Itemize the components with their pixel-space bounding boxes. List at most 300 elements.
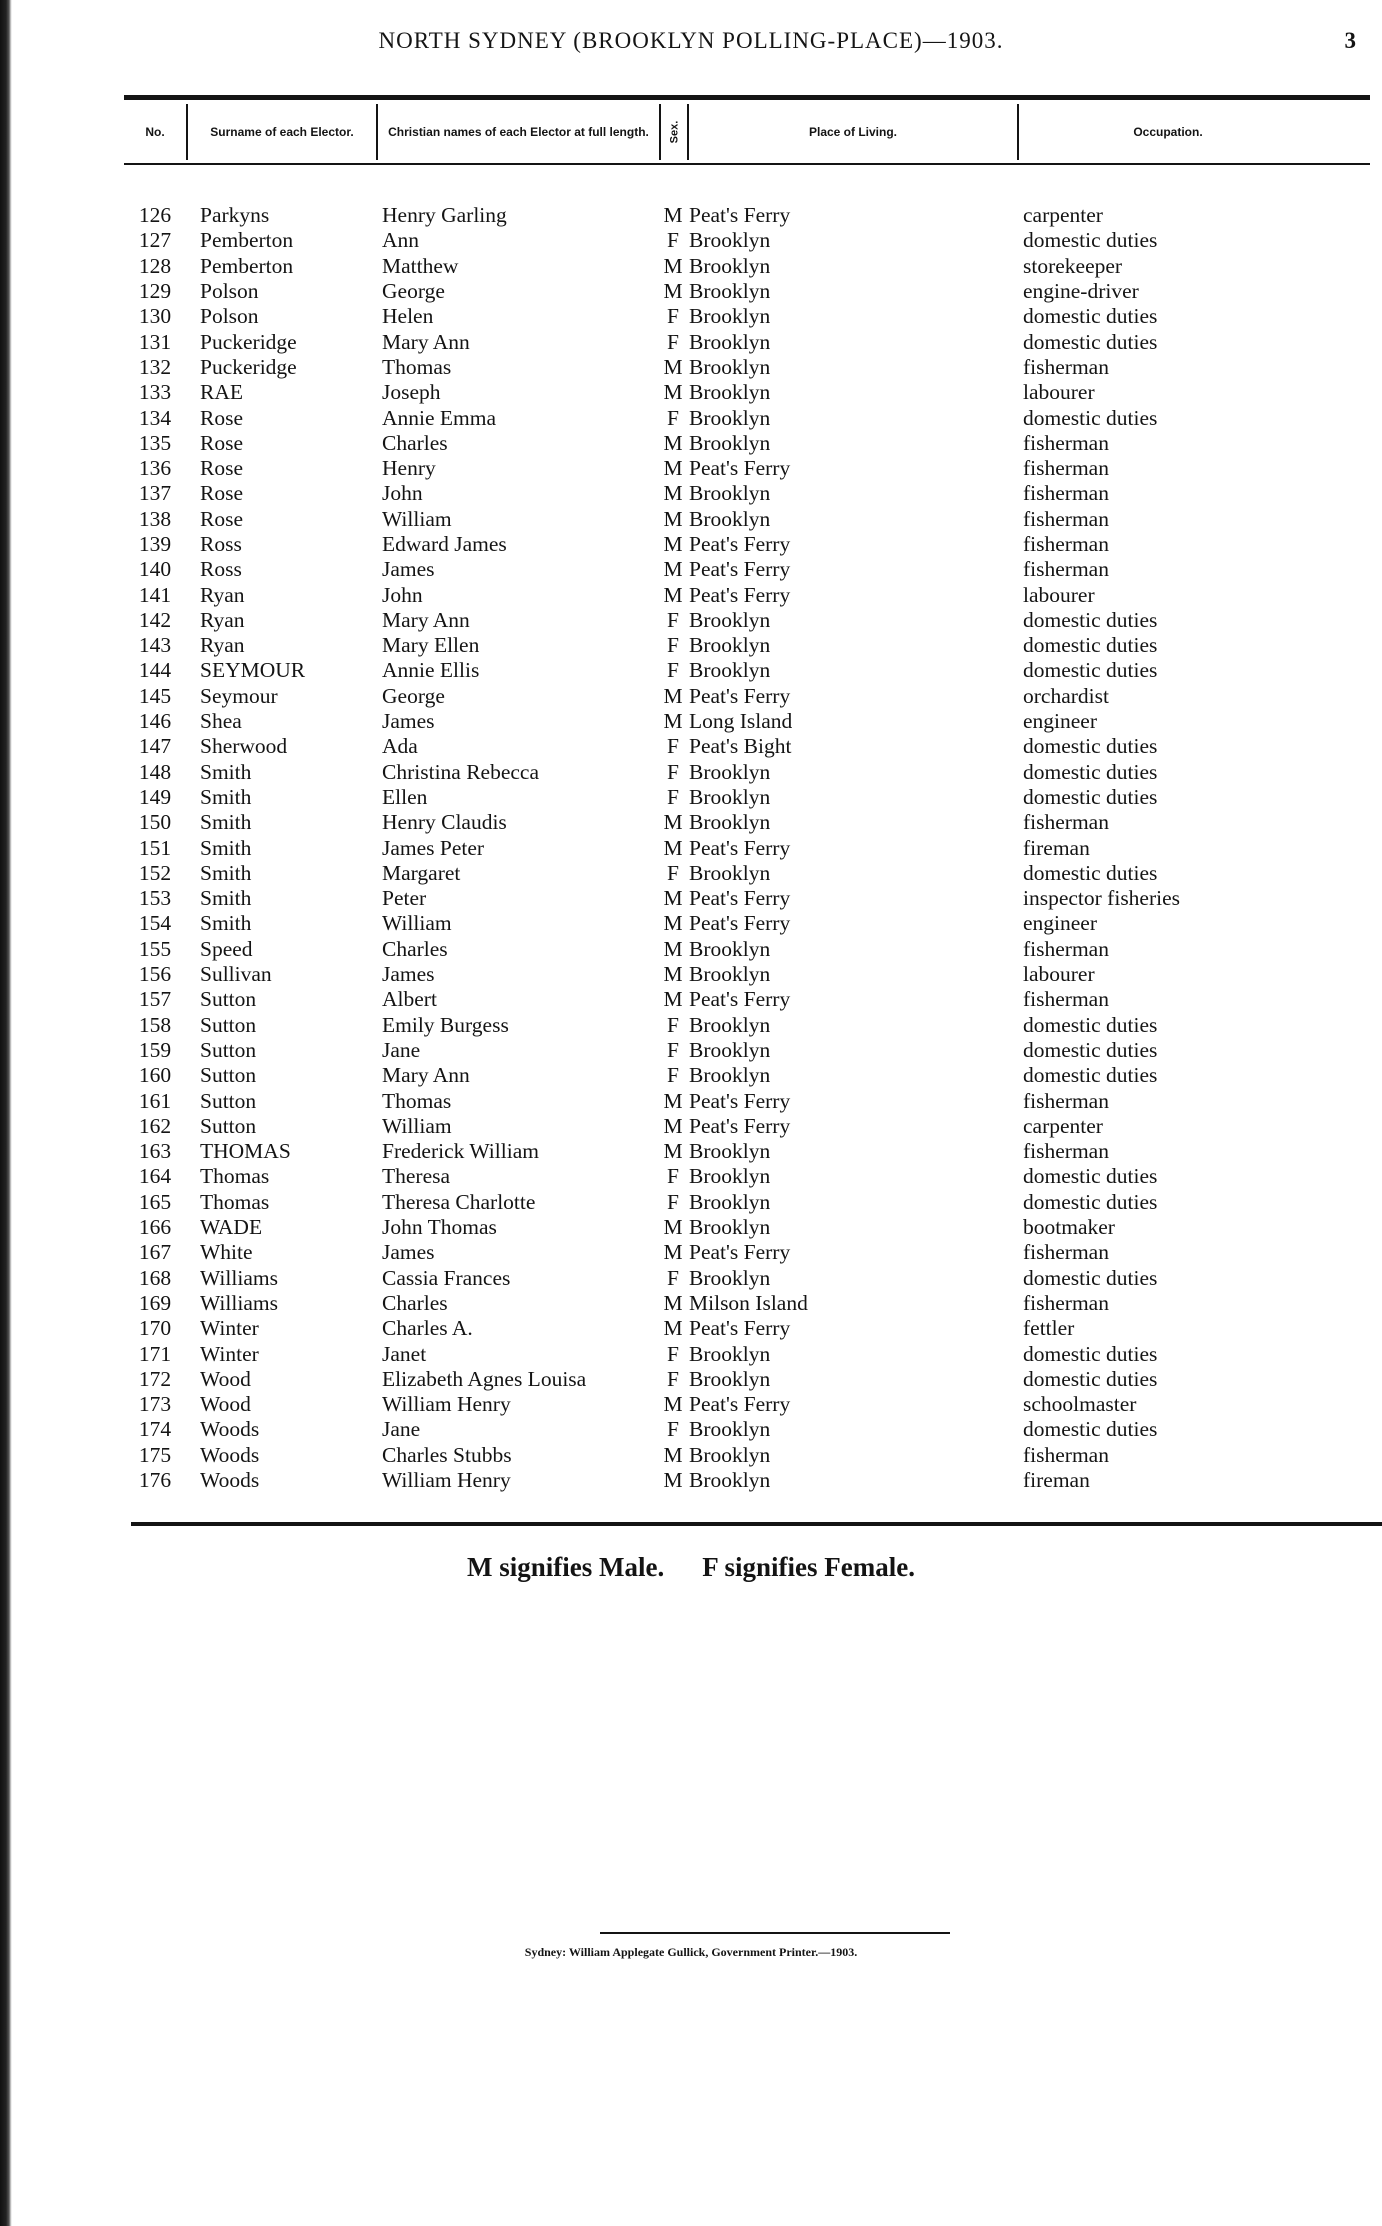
row-sex: M — [663, 279, 683, 304]
row-place: Brooklyn — [689, 1417, 771, 1442]
row-number: 148 — [138, 759, 172, 784]
row-christian-names: Theresa — [382, 1164, 451, 1189]
table-row — [124, 203, 1370, 228]
row-sex: M — [663, 709, 683, 734]
row-place: Peat's Ferry — [689, 987, 791, 1012]
row-christian-names: Peter — [382, 886, 427, 911]
row-number: 126 — [138, 203, 172, 228]
row-number: 133 — [138, 380, 172, 405]
row-place: Brooklyn — [689, 633, 771, 658]
row-occupation: fireman — [1023, 1467, 1090, 1492]
table-row — [124, 254, 1370, 279]
row-surname: Wood — [200, 1392, 251, 1417]
printer-imprint: Sydney: William Applegate Gullick, Government Printer.—1903. — [524, 1945, 858, 1959]
table-row — [124, 481, 1370, 506]
row-place: Brooklyn — [689, 860, 771, 885]
row-number: 168 — [138, 1265, 172, 1290]
row-christian-names: William — [382, 911, 452, 936]
row-occupation: schoolmaster — [1023, 1392, 1137, 1417]
table-row — [124, 709, 1370, 734]
row-surname: Williams — [200, 1290, 278, 1315]
row-sex: F — [667, 228, 679, 253]
row-occupation: fettler — [1023, 1316, 1075, 1341]
row-sex: M — [663, 1392, 683, 1417]
table-row — [124, 760, 1370, 785]
row-christian-names: Joseph — [382, 380, 441, 405]
row-place: Peat's Bight — [689, 734, 792, 759]
row-surname: Pemberton — [200, 253, 294, 278]
row-surname: Smith — [200, 911, 252, 936]
row-place: Brooklyn — [689, 1189, 771, 1214]
row-surname: Smith — [200, 860, 252, 885]
row-christian-names: Margaret — [382, 860, 461, 885]
table-row — [124, 1240, 1370, 1265]
row-christian-names: Christina Rebecca — [382, 759, 540, 784]
row-place: Brooklyn — [689, 228, 771, 253]
row-place: Brooklyn — [689, 962, 771, 987]
table-row — [124, 1392, 1370, 1417]
row-number: 157 — [138, 987, 172, 1012]
row-surname: Rose — [200, 456, 243, 481]
table-row — [124, 1215, 1370, 1240]
row-christian-names: Henry — [382, 456, 436, 481]
row-surname: Rose — [200, 430, 243, 455]
row-number: 161 — [138, 1088, 172, 1113]
row-christian-names: Janet — [382, 1341, 427, 1366]
row-sex: F — [667, 304, 679, 329]
table-row — [124, 1291, 1370, 1316]
row-surname: Smith — [200, 759, 252, 784]
row-place: Peat's Ferry — [689, 1088, 791, 1113]
sex-legend — [0, 1552, 1382, 1583]
row-occupation: storekeeper — [1023, 253, 1123, 278]
row-place: Peat's Ferry — [689, 1392, 791, 1417]
row-sex: M — [663, 557, 683, 582]
row-occupation: fisherman — [1023, 1139, 1109, 1164]
row-occupation: fisherman — [1023, 936, 1109, 961]
row-surname: WADE — [200, 1215, 263, 1240]
row-sex: M — [663, 253, 683, 278]
row-surname: Rose — [200, 481, 243, 506]
row-christian-names: Charles — [382, 430, 448, 455]
row-sex: M — [663, 1113, 683, 1138]
row-surname: Pemberton — [200, 228, 294, 253]
row-place: Peat's Ferry — [689, 557, 791, 582]
row-sex: F — [667, 860, 679, 885]
row-sex: M — [663, 532, 683, 556]
row-number: 154 — [138, 911, 172, 936]
row-occupation: fisherman — [1023, 481, 1109, 506]
column-header-surname: Surname of each Elector. — [186, 104, 376, 160]
row-occupation: domestic duties — [1023, 607, 1158, 632]
row-sex: F — [667, 1164, 679, 1189]
page-number: 3 — [1344, 28, 1356, 53]
row-number: 169 — [138, 1290, 172, 1315]
row-occupation: fisherman — [1023, 810, 1109, 835]
row-occupation: fisherman — [1023, 557, 1109, 582]
row-place: Brooklyn — [689, 405, 771, 430]
row-place: Milson Island — [689, 1290, 808, 1315]
row-occupation: fisherman — [1023, 987, 1109, 1012]
row-sex: M — [663, 683, 683, 708]
row-place: Brooklyn — [689, 1164, 771, 1189]
row-number: 149 — [138, 784, 172, 809]
row-occupation: domestic duties — [1023, 1164, 1158, 1189]
table-row — [124, 861, 1370, 886]
row-christian-names: Ada — [382, 734, 418, 759]
row-occupation: domestic duties — [1023, 1265, 1158, 1290]
row-sex: M — [663, 962, 683, 987]
row-number: 146 — [138, 709, 172, 734]
row-occupation: fisherman — [1023, 430, 1109, 455]
row-occupation: domestic duties — [1023, 860, 1158, 885]
table-row — [124, 228, 1370, 253]
row-occupation: domestic duties — [1023, 658, 1158, 683]
row-christian-names: Albert — [382, 987, 437, 1012]
row-place: Brooklyn — [689, 506, 771, 531]
row-occupation: inspector fisheries — [1023, 886, 1181, 911]
row-number: 160 — [138, 1063, 172, 1088]
table-row — [124, 582, 1370, 607]
row-number: 175 — [138, 1442, 172, 1467]
row-surname: Thomas — [200, 1189, 270, 1214]
table-row — [124, 785, 1370, 810]
row-place: Brooklyn — [689, 658, 771, 683]
row-number: 170 — [138, 1316, 172, 1341]
row-christian-names: Charles Stubbs — [382, 1442, 512, 1467]
row-sex: M — [663, 936, 683, 961]
table-row — [124, 329, 1370, 354]
row-christian-names: Cassia Frances — [382, 1265, 511, 1290]
row-sex: M — [663, 1290, 683, 1315]
row-number: 171 — [138, 1341, 172, 1366]
row-number: 147 — [138, 734, 172, 759]
row-sex: M — [663, 582, 683, 607]
row-sex: F — [667, 1189, 679, 1214]
row-sex: M — [663, 203, 683, 228]
row-christian-names: Henry Claudis — [382, 810, 507, 835]
row-christian-names: George — [382, 683, 445, 708]
row-surname: Polson — [200, 279, 259, 304]
row-number: 155 — [138, 936, 172, 961]
row-place: Brooklyn — [689, 1139, 771, 1164]
row-place: Brooklyn — [689, 936, 771, 961]
binding-edge — [0, 0, 12, 2226]
row-sex: F — [667, 1265, 679, 1290]
row-number: 128 — [138, 253, 172, 278]
row-christian-names: Matthew — [382, 253, 459, 278]
row-place: Long Island — [689, 709, 793, 734]
row-place: Brooklyn — [689, 304, 771, 329]
row-number: 150 — [138, 810, 172, 835]
row-christian-names: Theresa Charlotte — [382, 1189, 536, 1214]
row-number: 174 — [138, 1417, 172, 1442]
row-number: 136 — [138, 456, 172, 481]
row-number: 140 — [138, 557, 172, 582]
row-sex: M — [663, 1215, 683, 1240]
row-number: 129 — [138, 279, 172, 304]
row-occupation: carpenter — [1023, 1113, 1103, 1138]
table-row — [124, 1265, 1370, 1290]
row-christian-names: James — [382, 557, 435, 582]
row-sex: F — [667, 405, 679, 430]
row-sex: F — [667, 759, 679, 784]
table-row — [124, 1164, 1370, 1189]
row-christian-names: Henry Garling — [382, 203, 507, 228]
row-surname: Sutton — [200, 1037, 257, 1062]
row-sex: M — [663, 886, 683, 911]
row-christian-names: William Henry — [382, 1467, 511, 1492]
row-surname: Sutton — [200, 1113, 257, 1138]
table-row — [124, 962, 1370, 987]
row-christian-names: James Peter — [382, 835, 485, 860]
row-christian-names: Frederick William — [382, 1139, 539, 1164]
table-row — [124, 633, 1370, 658]
row-surname: Sutton — [200, 1088, 257, 1113]
table-bottom-rule — [131, 1522, 1382, 1526]
row-surname: Ryan — [200, 582, 245, 607]
table-row — [124, 1038, 1370, 1063]
row-christian-names: Elizabeth Agnes Louisa — [382, 1366, 587, 1391]
row-place: Peat's Ferry — [689, 886, 791, 911]
row-place: Brooklyn — [689, 279, 771, 304]
row-surname: Wood — [200, 1366, 251, 1391]
row-occupation: fisherman — [1023, 1240, 1109, 1265]
table-row — [124, 1468, 1370, 1493]
row-surname: Thomas — [200, 1164, 270, 1189]
row-occupation: fisherman — [1023, 1290, 1109, 1315]
column-header-place: Place of Living. — [687, 104, 1017, 160]
row-number: 145 — [138, 683, 172, 708]
row-surname: Ryan — [200, 633, 245, 658]
table-row — [124, 684, 1370, 709]
page-title: NORTH SYDNEY (BROOKLYN POLLING-PLACE)—1903. — [378, 28, 1004, 53]
row-place: Brooklyn — [689, 1341, 771, 1366]
row-occupation: domestic duties — [1023, 405, 1158, 430]
table-row — [124, 937, 1370, 962]
row-christian-names: John Thomas — [382, 1215, 497, 1240]
table-row — [124, 1341, 1370, 1366]
row-surname: Winter — [200, 1316, 259, 1341]
row-occupation: domestic duties — [1023, 1417, 1158, 1442]
table-row — [124, 1443, 1370, 1468]
row-place: Brooklyn — [689, 1037, 771, 1062]
row-sex: F — [667, 784, 679, 809]
row-surname: RAE — [200, 380, 243, 405]
row-sex: F — [667, 1063, 679, 1088]
row-surname: Sutton — [200, 1012, 257, 1037]
row-surname: Sherwood — [200, 734, 288, 759]
row-sex: F — [667, 734, 679, 759]
table-row — [124, 886, 1370, 911]
row-christian-names: Annie Emma — [382, 405, 497, 430]
row-surname: Smith — [200, 835, 252, 860]
table-row — [124, 658, 1370, 683]
row-occupation: domestic duties — [1023, 1063, 1158, 1088]
row-sex: M — [663, 810, 683, 835]
row-occupation: labourer — [1023, 582, 1095, 607]
legend-female: F signifies Female. — [702, 1552, 915, 1582]
row-surname: Woods — [200, 1442, 260, 1467]
row-number: 166 — [138, 1215, 172, 1240]
row-occupation: domestic duties — [1023, 734, 1158, 759]
row-sex: M — [663, 380, 683, 405]
row-occupation: domestic duties — [1023, 1012, 1158, 1037]
row-sex: F — [667, 329, 679, 354]
row-christian-names: Mary Ann — [382, 607, 470, 632]
row-number: 158 — [138, 1012, 172, 1037]
row-surname: Ryan — [200, 607, 245, 632]
row-christian-names: Mary Ellen — [382, 633, 480, 658]
table-row — [124, 532, 1370, 557]
row-number: 130 — [138, 304, 172, 329]
table-row — [124, 810, 1370, 835]
table-row — [124, 1088, 1370, 1113]
row-christian-names: Thomas — [382, 354, 452, 379]
row-christian-names: James — [382, 709, 435, 734]
row-number: 153 — [138, 886, 172, 911]
row-place: Peat's Ferry — [689, 1113, 791, 1138]
row-christian-names: Jane — [382, 1417, 421, 1442]
row-place: Brooklyn — [689, 329, 771, 354]
row-occupation: engineer — [1023, 709, 1098, 734]
row-number: 165 — [138, 1189, 172, 1214]
row-place: Brooklyn — [689, 430, 771, 455]
row-surname: Smith — [200, 810, 252, 835]
printer-rule — [600, 1932, 950, 1934]
row-surname: Puckeridge — [200, 354, 297, 379]
row-occupation: bootmaker — [1023, 1215, 1115, 1240]
row-surname: Puckeridge — [200, 329, 297, 354]
row-christian-names: Mary Ann — [382, 329, 470, 354]
row-sex: M — [663, 987, 683, 1012]
row-place: Brooklyn — [689, 1265, 771, 1290]
row-place: Brooklyn — [689, 810, 771, 835]
row-occupation: domestic duties — [1023, 1037, 1158, 1062]
row-christian-names: Charles — [382, 1290, 448, 1315]
row-surname: Woods — [200, 1417, 260, 1442]
row-number: 143 — [138, 633, 172, 658]
row-sex: M — [663, 1442, 683, 1467]
row-place: Brooklyn — [689, 607, 771, 632]
row-christian-names: Emily Burgess — [382, 1012, 509, 1037]
row-sex: F — [667, 1417, 679, 1442]
row-occupation: domestic duties — [1023, 633, 1158, 658]
row-place: Brooklyn — [689, 1366, 771, 1391]
row-number: 127 — [138, 228, 172, 253]
row-occupation: domestic duties — [1023, 784, 1158, 809]
row-surname: Sullivan — [200, 962, 272, 987]
column-header-christian-names: Christian names of each Elector at full length. — [376, 104, 659, 160]
table-row — [124, 380, 1370, 405]
row-occupation: engineer — [1023, 911, 1098, 936]
row-place: Brooklyn — [689, 354, 771, 379]
row-occupation: fisherman — [1023, 1442, 1109, 1467]
row-place: Peat's Ferry — [689, 532, 791, 556]
row-sex: M — [663, 1139, 683, 1164]
table-row — [124, 734, 1370, 759]
row-number: 163 — [138, 1139, 172, 1164]
table-row — [124, 1367, 1370, 1392]
row-occupation: orchardist — [1023, 683, 1109, 708]
row-christian-names: William — [382, 506, 452, 531]
row-sex: M — [663, 354, 683, 379]
row-number: 176 — [138, 1467, 172, 1492]
row-number: 137 — [138, 481, 172, 506]
table-row — [124, 608, 1370, 633]
row-number: 144 — [138, 658, 172, 683]
row-sex: F — [667, 633, 679, 658]
row-surname: Ross — [200, 532, 242, 556]
row-place: Peat's Ferry — [689, 1240, 791, 1265]
row-number: 156 — [138, 962, 172, 987]
row-sex: M — [663, 430, 683, 455]
table-row — [124, 1114, 1370, 1139]
row-place: Brooklyn — [689, 1012, 771, 1037]
row-occupation: domestic duties — [1023, 228, 1158, 253]
row-surname: SEYMOUR — [200, 658, 306, 683]
row-number: 135 — [138, 430, 172, 455]
row-place: Brooklyn — [689, 380, 771, 405]
row-sex: M — [663, 506, 683, 531]
row-sex: M — [663, 911, 683, 936]
row-surname: Speed — [200, 936, 253, 961]
row-place: Peat's Ferry — [689, 203, 791, 228]
row-surname: Seymour — [200, 683, 278, 708]
row-surname: Woods — [200, 1467, 260, 1492]
row-place: Brooklyn — [689, 1467, 771, 1492]
row-number: 138 — [138, 506, 172, 531]
electoral-roll-table — [124, 95, 1370, 1493]
row-sex: M — [663, 1088, 683, 1113]
row-christian-names: William — [382, 1113, 452, 1138]
row-surname: Parkyns — [200, 203, 270, 228]
row-place: Brooklyn — [689, 1063, 771, 1088]
row-surname: Rose — [200, 405, 243, 430]
row-occupation: carpenter — [1023, 203, 1103, 228]
row-sex: F — [667, 658, 679, 683]
row-occupation: fisherman — [1023, 354, 1109, 379]
row-place: Brooklyn — [689, 481, 771, 506]
table-row — [124, 355, 1370, 380]
row-number: 142 — [138, 607, 172, 632]
row-occupation: domestic duties — [1023, 759, 1158, 784]
row-place: Brooklyn — [689, 1215, 771, 1240]
row-number: 151 — [138, 835, 172, 860]
row-occupation: fireman — [1023, 835, 1090, 860]
row-christian-names: James — [382, 1240, 435, 1265]
column-header-sex-label: Sex. — [667, 120, 680, 143]
row-occupation: fisherman — [1023, 532, 1109, 556]
column-header-sex — [659, 104, 687, 160]
row-christian-names: Edward James — [382, 532, 507, 556]
row-surname: Rose — [200, 506, 243, 531]
row-christian-names: George — [382, 279, 445, 304]
row-sex: M — [663, 835, 683, 860]
row-place: Peat's Ferry — [689, 456, 791, 481]
table-row — [124, 1139, 1370, 1164]
row-occupation: domestic duties — [1023, 304, 1158, 329]
row-number: 173 — [138, 1392, 172, 1417]
row-occupation: domestic duties — [1023, 1189, 1158, 1214]
row-christian-names: Charles — [382, 936, 448, 961]
row-place: Peat's Ferry — [689, 683, 791, 708]
row-occupation: labourer — [1023, 380, 1095, 405]
table-row — [124, 1063, 1370, 1088]
row-occupation: labourer — [1023, 962, 1095, 987]
table-row — [124, 456, 1370, 481]
table-body — [124, 203, 1370, 1493]
